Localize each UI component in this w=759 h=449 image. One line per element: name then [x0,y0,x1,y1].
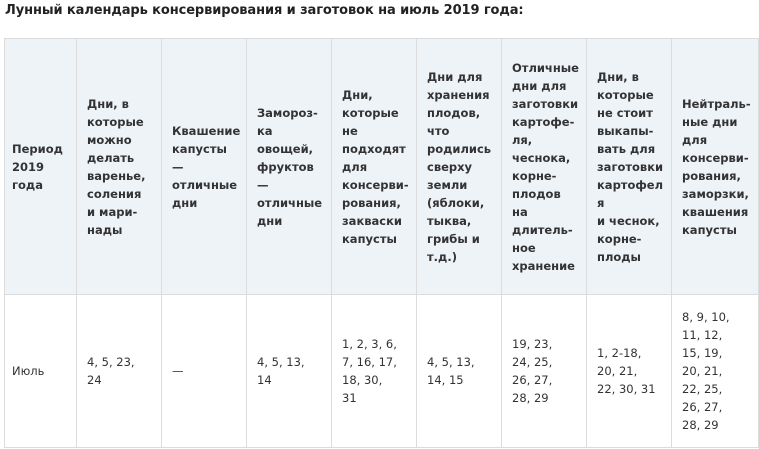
header-root-storage: Отличные дни для заготовки картофе- ля, чеснока, корне- плодов на длитель- ное хранение [502,39,587,295]
cell-sauerkraut: — [162,295,247,448]
cell-period: Июль [5,295,77,448]
header-no-digging: Дни, в которые не стоит выкапы- вать для заготовки картофеля и чеснок, корне- плоды [587,39,672,295]
page-title: Лунный календарь консервирования и заготовок на июль 2019 года: [5,3,524,18]
header-freezing: Замороз- ка овощей, фруктов — отличные дни [247,39,332,295]
header-unsuitable-days: Дни, которые не подходят для консерви- рования, заквaски капусты [332,39,417,295]
cell-above-ground-storage: 4, 5, 13, 14, 15 [417,295,502,448]
cell-jam-pickles: 4, 5, 23, 24 [77,295,162,448]
header-above-ground-storage: Дни для хранения плодов, что родились сверху земли (яблоки, тыква, грибы и т.д.) [417,39,502,295]
cell-root-storage: 19, 23, 24, 25, 26, 27, 28, 29 [502,295,587,448]
lunar-calendar-table [4,38,759,448]
cell-unsuitable-days: 1, 2, 3, 6, 7, 16, 17, 18, 30, 31 [332,295,417,448]
cell-freezing: 4, 5, 13, 14 [247,295,332,448]
header-sauerkraut: Квашение капусты — отличные дни [162,39,247,295]
header-row [5,39,759,295]
cell-no-digging: 1, 2-18, 20, 21, 22, 30, 31 [587,295,672,448]
header-neutral-days: Нейтраль- ные дни для консерви- рования, заморзки, квашения капусты [672,39,759,295]
table-row [5,295,759,448]
cell-neutral-days: 8, 9, 10, 11, 12, 15, 19, 20, 21, 22, 25, 26, 27, 28, 29 [672,295,759,448]
header-period: Период 2019 года [5,39,77,295]
table-header [5,39,759,295]
header-jam-pickles: Дни, в которые можно делать варенье, соления и мари- нады [77,39,162,295]
